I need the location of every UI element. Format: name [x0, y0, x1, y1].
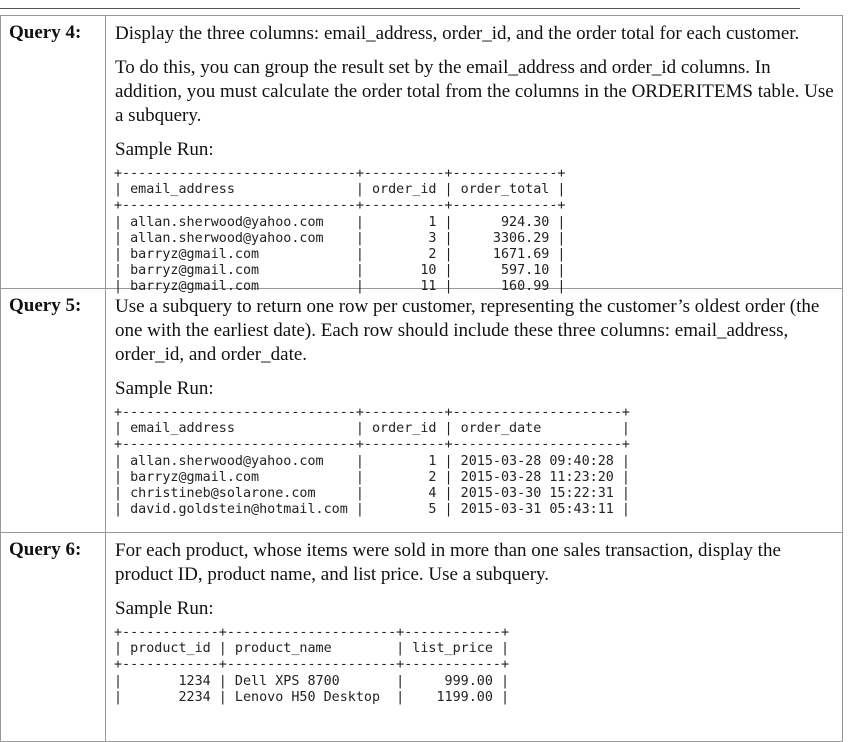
query-label: Query 4: — [1, 16, 106, 289]
sample-output-clip — [114, 625, 834, 721]
sample-run-label: Sample Run: — [115, 598, 214, 619]
queries-table — [0, 15, 843, 742]
sample-output-clip — [114, 405, 834, 518]
query-row — [1, 533, 843, 742]
query-body — [106, 16, 843, 295]
query-body — [106, 289, 843, 533]
query-label: Query 6: — [1, 533, 106, 742]
query-instructions: To do this, you can group the result set by the email_address and order_id columns. In addition, you must calculate the order total from the columns in the ORDERITEMS table. Use a subquery. — [115, 57, 834, 126]
sample-run-label: Sample Run: — [115, 139, 214, 160]
sample-output-clip — [114, 166, 834, 295]
top-rule — [0, 8, 800, 9]
sample-output: +-----------------------------+----------+---------------------+ | email_address | order_id | order_date | +-----------------------------+----------+---------------------+ | allan.sherwood@yahoo.com | 1 | 2015-03-28 09:40:28 | | barryz@gmail.com | 2 | 2015-03-28 11:23:20 | | christineb@solarone.com | 4 | 2015-03-30 15:22:31 | | david.goldstein@hotmail.com | 5 | 2015-03-31 05:43:11 | — [114, 405, 630, 518]
sample-output: +------------+---------------------+------------+ | product_id | product_name | list_price | +------------+---------------------+------------+ | 1234 | Dell XPS 8700 | 999.00 | | 2234 | Lenovo H50 Desktop | 1199.00 | — [114, 625, 510, 705]
query-body — [106, 533, 843, 742]
query-row — [1, 16, 843, 289]
query-label: Query 5: — [1, 289, 106, 533]
query-description: Display the three columns: email_address, order_id, and the order total for each customer. — [115, 23, 800, 44]
sample-output: +-----------------------------+----------+-------------+ | email_address | order_id | order_total | +-----------------------------+----------+-------------+ | allan.sherwood@yahoo.com | 1 | 924.30 | | allan.sherwood@yahoo.com | 3 | 3306.29 | | barryz@gmail.com | 2 | 1671.69 | | barryz@gmail.com | 10 | 597.10 | | barryz@gmail.com | 11 | 160.99 | — [114, 166, 566, 295]
sample-run-label: Sample Run: — [115, 378, 214, 399]
query-row — [1, 289, 843, 533]
query-description: For each product, whose items were sold in more than one sales transaction, display the product ID, product name, and list price. Use a subquery. — [115, 540, 781, 585]
query-description: Use a subquery to return one row per customer, representing the customer’s oldest order (the one with the earliest date). Each row should include these three columns: email_address, order_id, and order_date. — [115, 296, 820, 365]
